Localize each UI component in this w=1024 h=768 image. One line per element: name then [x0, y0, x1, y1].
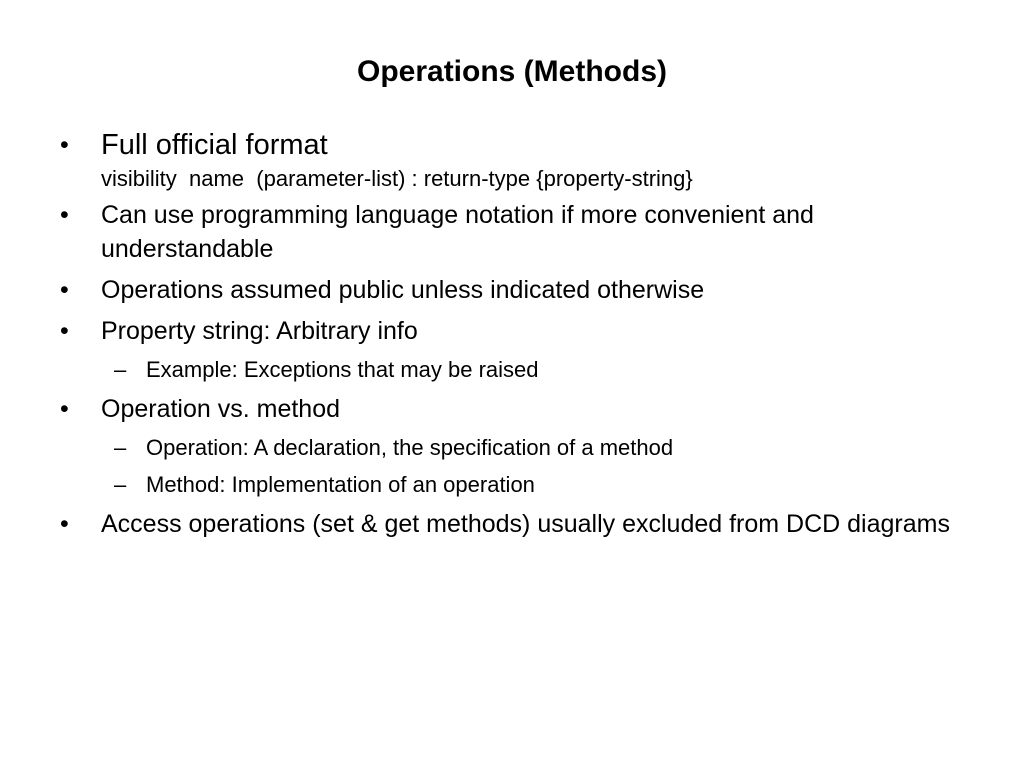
bullet-marker: • — [60, 395, 69, 423]
bullet-item — [0, 198, 1024, 266]
sub-list-wrapper — [0, 433, 1024, 500]
bullet-marker: • — [60, 201, 69, 229]
bullet-text: Access operations (set & get methods) usually excluded from DCD diagrams — [101, 510, 950, 538]
bullet-text: Operation vs. method — [101, 395, 341, 423]
sub-text: Operation: A declaration, the specification of a method — [146, 435, 674, 460]
sub-list — [0, 433, 1024, 500]
sub-list — [0, 355, 1024, 385]
bullet-item — [0, 507, 1024, 541]
sub-marker: – — [114, 435, 127, 460]
sub-item — [0, 355, 1024, 385]
sub-item — [0, 433, 1024, 463]
bullet-list — [0, 126, 1024, 548]
bullet-item — [0, 392, 1024, 426]
sub-text: Method: Implementation of an operation — [146, 472, 535, 497]
bullet-marker: • — [60, 317, 69, 345]
sub-item — [0, 470, 1024, 500]
sub-list-wrapper — [0, 355, 1024, 385]
slide-title: Operations (Methods) — [356, 55, 667, 88]
bullet-item — [0, 126, 1024, 194]
bullet-text: Operations assumed public unless indicated otherwise — [101, 276, 705, 304]
bullet-marker: • — [60, 510, 69, 538]
bullet-text: Property string: Arbitrary info — [101, 317, 418, 345]
sub-marker: – — [114, 357, 127, 382]
bullet-text: Can use programming language notation if more convenient and understandable — [101, 201, 814, 263]
format-subline: visibility name (parameter-list) : return-type {property-string} — [101, 166, 693, 191]
bullet-marker: • — [60, 276, 69, 304]
sub-marker: – — [114, 472, 127, 497]
sub-text: Example: Exceptions that may be raised — [146, 357, 539, 382]
bullet-item — [0, 314, 1024, 348]
bullet-text: Full official format — [101, 129, 328, 161]
bullet-marker: • — [60, 131, 69, 159]
bullet-item — [0, 273, 1024, 307]
